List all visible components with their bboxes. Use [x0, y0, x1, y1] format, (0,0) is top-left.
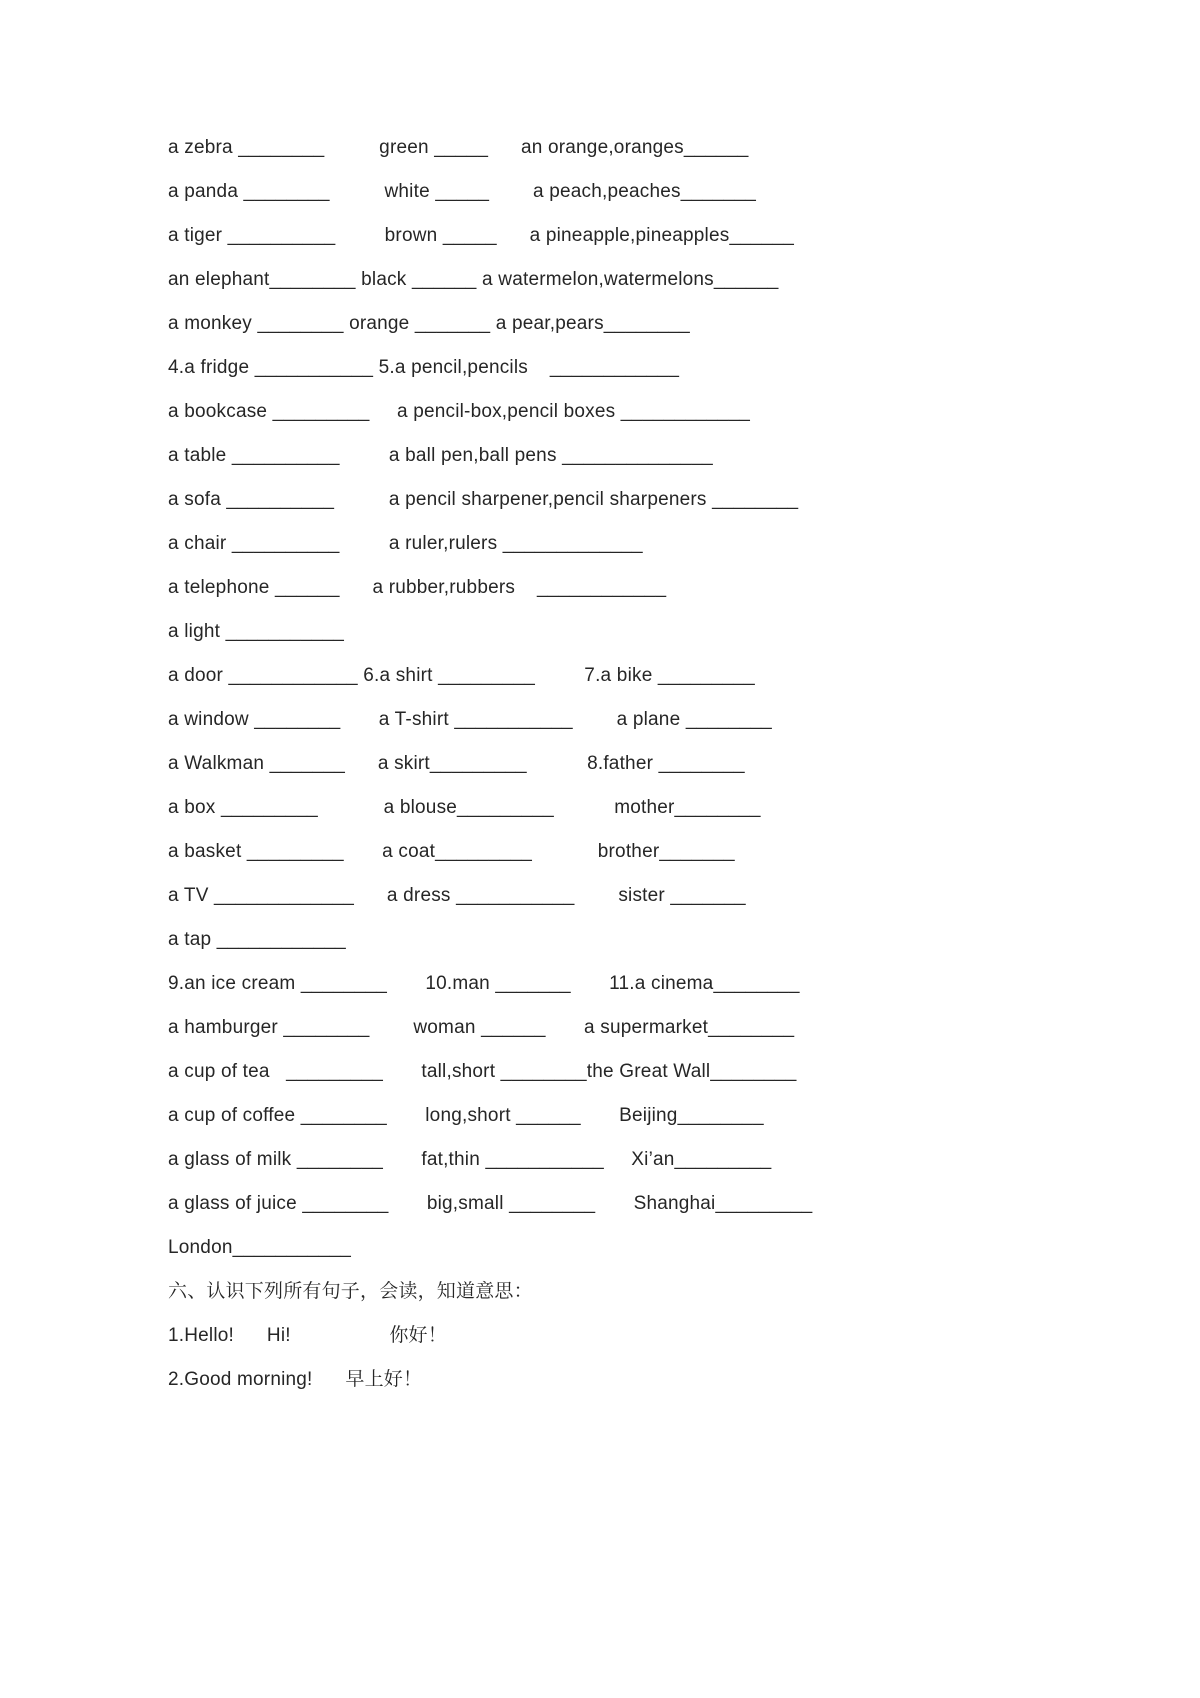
text-line: a hamburger ________ woman ______ a supermarket________ [168, 1017, 795, 1038]
text-line: an elephant________ black ______ a watermelon,watermelons______ [168, 269, 779, 290]
text-line: a Walkman _______ a skirt_________ 8.father ________ [168, 753, 745, 774]
text-line: a bookcase _________ a pencil-box,pencil boxes ____________ [168, 401, 750, 422]
text-line: a zebra ________ green _____ an orange,oranges______ [168, 137, 749, 158]
text-line: 1.Hello! Hi! 你好！ [168, 1325, 447, 1346]
text-line: a sofa __________ a pencil sharpener,pencil sharpeners ________ [168, 489, 799, 510]
text-line: a table __________ a ball pen,ball pens ______________ [168, 445, 713, 466]
text-line: 4.a fridge ___________ 5.a pencil,pencils ____________ [168, 357, 680, 378]
text-line: 9.an ice cream ________ 10.man _______ 11.a cinema________ [168, 973, 800, 994]
text-line: 六、认识下列所有句子，会读，知道意思： [168, 1281, 533, 1302]
text-line: London___________ [168, 1237, 352, 1258]
text-line: a chair __________ a ruler,rulers _____________ [168, 533, 643, 554]
text-line: a window ________ a T-shirt ___________ a plane ________ [168, 709, 772, 730]
text-line: a telephone ______ a rubber,rubbers ____________ [168, 577, 667, 598]
text-line: a tiger __________ brown _____ a pineapple,pineapples______ [168, 225, 795, 246]
text-line: a door ____________ 6.a shirt _________ 7.a bike _________ [168, 665, 755, 686]
text-line: a cup of coffee ________ long,short ______ Beijing________ [168, 1105, 764, 1126]
text-line: a cup of tea _________ tall,short ________the Great Wall________ [168, 1061, 797, 1082]
text-line: a basket _________ a coat_________ brother_______ [168, 841, 735, 862]
text-line: a glass of milk ________ fat,thin ___________ Xi’an_________ [168, 1149, 772, 1170]
text-line: 2.Good morning! 早上好！ [168, 1369, 423, 1390]
text-line: a light ___________ [168, 621, 345, 642]
text-line: a box _________ a blouse_________ mother________ [168, 797, 761, 818]
text-line: a panda ________ white _____ a peach,peaches_______ [168, 181, 757, 202]
text-line: a glass of juice ________ big,small ________ Shanghai_________ [168, 1193, 813, 1214]
document-body [168, 126, 1140, 1402]
text-line: a monkey ________ orange _______ a pear,pears________ [168, 313, 690, 334]
text-line: a TV _____________ a dress ___________ sister _______ [168, 885, 746, 906]
text-line: a tap ____________ [168, 929, 346, 950]
